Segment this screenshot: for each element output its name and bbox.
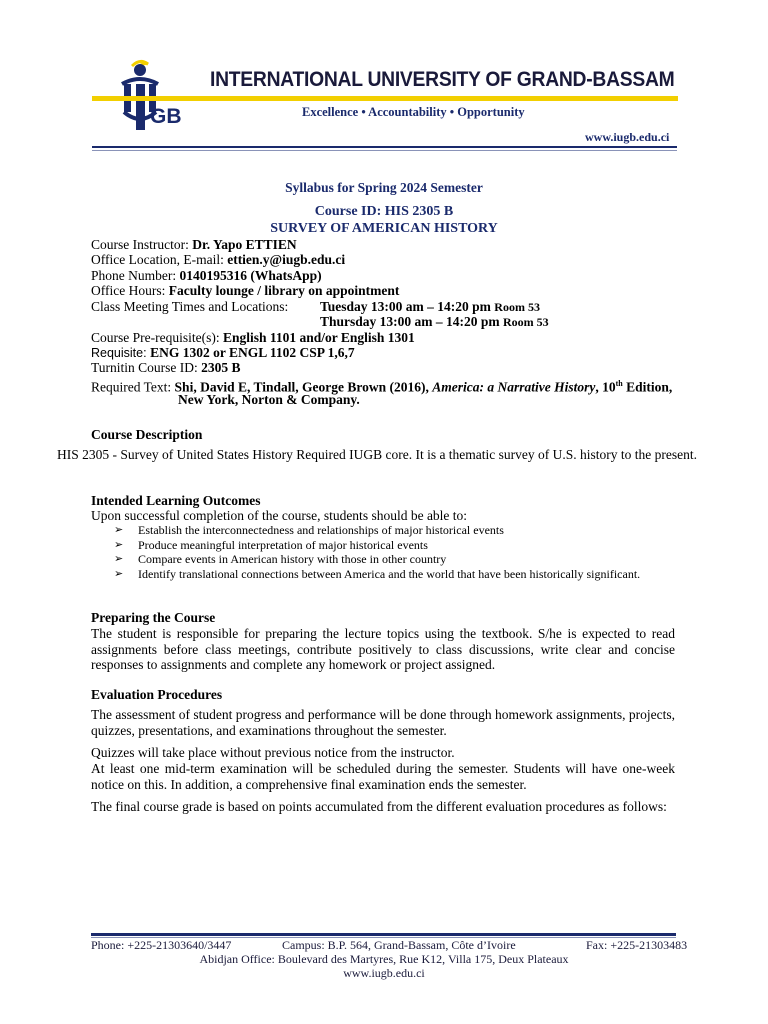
office-hours-line (91, 283, 399, 299)
prerequisite-label: Course Pre-requisite(s): (91, 330, 223, 345)
header-divider-thin (92, 150, 677, 151)
turnitin-label: Turnitin Course ID: (91, 360, 202, 375)
instructor-label: Course Instructor: (91, 237, 193, 252)
footer-abidjan-office: Abidjan Office: Boulevard des Martyres, Rue K12, Villa 175, Deux Plateaux (199, 952, 569, 966)
evaluation-paragraph-2: Quizzes will take place without previous notice from the instructor. (91, 745, 455, 760)
prerequisite-value: English 1101 and/or English 1301 (222, 330, 415, 345)
outcomes-heading: Intended Learning Outcomes (91, 493, 261, 508)
meeting-label: Class Meeting Times and Locations: (91, 299, 289, 314)
list-item (114, 538, 676, 553)
outcome-text: Identify translational connections between America and the world that have been historically significant. (138, 566, 641, 581)
header-website-link[interactable]: www.iugb.edu.ci (585, 130, 670, 144)
required-text-edition-sup: th (615, 379, 623, 388)
arrow-bullet-icon: ➢ (114, 538, 124, 551)
turnitin-line (91, 360, 241, 376)
phone-label: Phone Number: (91, 268, 180, 283)
instructor-value: Dr. Yapo ETTIEN (192, 237, 297, 252)
footer-phone: Phone: +225-21303640/3447 (91, 938, 232, 952)
required-text-label: Required Text: (91, 379, 175, 395)
outcomes-intro: Upon successful completion of the course, students should be able to: (91, 508, 468, 523)
course-description-text: HIS 2305 - Survey of United States History Required IUGB core. It is a thematic survey of U.S. history to the present. (57, 447, 698, 462)
phone-value: 0140195316 (WhatsApp) (179, 268, 322, 283)
arrow-bullet-icon: ➢ (114, 524, 124, 536)
meeting-tuesday-room: Room 53 (494, 300, 540, 314)
header-divider (92, 146, 677, 148)
evaluation-paragraph-1: The assessment of student progress and performance will be done through homework assignments, projects, quizzes, presentations, and examinations throughout the semester. (91, 707, 675, 738)
footer-campus: Campus: B.P. 564, Grand-Bassam, Côte d’Ivoire (282, 938, 516, 952)
course-name-title: SURVEY OF AMERICAN HISTORY (270, 221, 498, 236)
requisite-line (91, 345, 355, 361)
arrow-bullet-icon: ➢ (114, 553, 124, 565)
course-id-title: Course ID: HIS 2305 B (314, 204, 454, 219)
phone-line (91, 268, 322, 284)
required-text-publisher (178, 392, 360, 408)
evaluation-heading: Evaluation Procedures (91, 687, 223, 702)
office-label: Office Location, E-mail: (91, 252, 228, 267)
footer-divider (91, 933, 676, 936)
office-hours-value: Faculty lounge / library on appointment (168, 283, 400, 298)
meeting-thursday (320, 314, 549, 330)
outcome-text: Produce meaningful interpretation of major historical events (138, 537, 428, 552)
footer-website-link[interactable]: www.iugb.edu.ci (343, 966, 425, 980)
meeting-thursday-room: Room 53 (503, 315, 549, 329)
outcome-text: Establish the interconnectedness and relationships of major historical events (138, 523, 504, 537)
evaluation-paragraph-3: At least one mid-term examination will be scheduled during the semester. Students will have one-week notice on this. In addition, a comprehensive final examination ends the semester. (91, 761, 675, 792)
evaluation-paragraph-4: The final course grade is based on points accumulated from the different evaluation procedures as follows: (91, 799, 667, 814)
required-text-authors: Shi, David E, Tindall, George Brown (2016), (174, 379, 433, 395)
requisite-value: ENG 1302 or ENGL 1102 CSP 1,6,7 (150, 345, 355, 360)
requisite-label: Requisite: (91, 346, 151, 360)
prerequisite-line (91, 330, 415, 346)
office-line (91, 252, 345, 268)
publisher-value: New York, Norton & Company. (178, 392, 360, 407)
meeting-tuesday-time: Tuesday 13:00 am – 14:20 pm (320, 299, 495, 314)
outcomes-list (114, 523, 676, 581)
required-text-edition-post: Edition, (622, 379, 673, 395)
header-yellow-bar (92, 96, 678, 101)
syllabus-title: Syllabus for Spring 2024 Semester (285, 180, 483, 195)
outcome-text: Compare events in American history with those in other country (138, 552, 447, 566)
meeting-thursday-time: Thursday 13:00 am – 14:20 pm (320, 314, 504, 329)
list-item (114, 552, 676, 567)
list-item (114, 523, 676, 538)
office-email[interactable]: ettien.y@iugb.edu.ci (227, 252, 346, 267)
university-name: INTERNATIONAL UNIVERSITY OF GRAND-BASSAM (210, 68, 675, 91)
preparing-heading: Preparing the Course (91, 610, 216, 625)
required-text-edition: , 10 (595, 379, 616, 395)
footer-fax: Fax: +225-21303483 (586, 938, 688, 952)
list-item (114, 567, 676, 582)
university-motto: Excellence • Accountability • Opportunity (302, 105, 525, 119)
instructor-line (91, 237, 297, 253)
meeting-tuesday (320, 299, 540, 315)
office-hours-label: Office Hours: (91, 283, 169, 298)
logo-letters: GB (150, 105, 182, 128)
course-description-heading: Course Description (91, 427, 203, 442)
arrow-bullet-icon: ➢ (114, 567, 124, 580)
preparing-text: The student is responsible for preparing the lecture topics using the textbook. S/he is expected to read assignments before class meetings, contribute positively to class discussions, write clear and concise responses to assignments and complete any homework or project assigned. (91, 626, 675, 672)
turnitin-value: 2305 B (201, 360, 241, 375)
required-text-title: America: a Narrative History (432, 379, 596, 395)
